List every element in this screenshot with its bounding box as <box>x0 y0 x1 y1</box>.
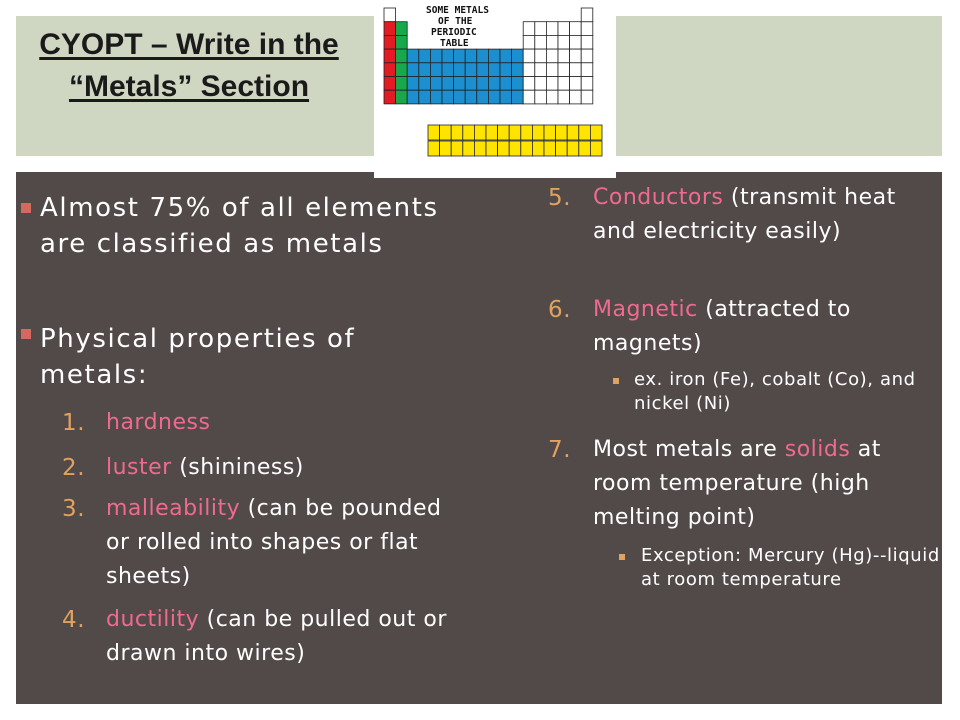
element-cell <box>477 77 489 91</box>
element-cell <box>430 49 442 63</box>
element-cell <box>428 125 440 140</box>
element-cell <box>474 125 486 140</box>
element-cell <box>396 90 408 104</box>
periodic-table-graphic <box>374 0 616 178</box>
element-cell <box>407 90 419 104</box>
element-cell <box>454 49 466 63</box>
element-cell <box>454 90 466 104</box>
element-cell <box>463 141 475 156</box>
element-cell <box>544 141 556 156</box>
bullet-square-icon <box>21 329 31 339</box>
element-cell <box>477 49 489 63</box>
image-caption-line-4: TABLE <box>440 38 469 49</box>
element-cell <box>523 77 535 91</box>
element-cell <box>546 22 558 36</box>
element-cell <box>567 141 579 156</box>
element-cell <box>558 35 570 49</box>
element-cell <box>523 90 535 104</box>
element-cell <box>523 49 535 63</box>
list-number: 2. <box>62 455 86 481</box>
element-cell <box>384 77 396 91</box>
sub-bullet-icon <box>613 378 619 384</box>
element-cell <box>532 141 544 156</box>
list-item-rest: (transmit heat and electricity easily) <box>593 185 896 244</box>
element-cell <box>558 22 570 36</box>
element-cell <box>442 49 454 63</box>
list-item-ductility <box>106 603 466 671</box>
element-cell <box>384 8 396 22</box>
element-cell <box>558 49 570 63</box>
element-cell <box>579 125 591 140</box>
element-cell <box>512 49 524 63</box>
element-cell <box>558 63 570 77</box>
element-cell <box>498 141 510 156</box>
element-cell <box>407 63 419 77</box>
sub-bullet-icon <box>619 554 625 560</box>
element-cell <box>419 49 431 63</box>
element-cell <box>512 90 524 104</box>
element-cell <box>430 90 442 104</box>
element-cell <box>486 125 498 140</box>
element-cell <box>567 125 579 140</box>
list-item-rest: (can be pulled out or drawn into wires) <box>106 607 447 666</box>
list-item-pre: Most metals are <box>593 437 785 462</box>
element-cell <box>440 141 452 156</box>
periodic-table-image <box>374 0 616 178</box>
element-cell <box>419 77 431 91</box>
metals-grid <box>384 8 602 156</box>
element-cell <box>590 141 602 156</box>
element-cell <box>581 63 593 77</box>
element-cell <box>463 125 475 140</box>
element-cell <box>474 141 486 156</box>
element-cell <box>570 77 582 91</box>
element-cell <box>509 125 521 140</box>
list-item-conductors <box>593 181 933 249</box>
element-cell <box>500 49 512 63</box>
element-cell <box>556 125 568 140</box>
element-cell <box>570 22 582 36</box>
element-cell <box>396 22 408 36</box>
element-cell <box>570 49 582 63</box>
element-cell <box>590 125 602 140</box>
element-cell <box>532 125 544 140</box>
mercury-exception: Exception: Mercury (Hg)--liquid at room temperature <box>641 545 940 590</box>
list-item-malleability <box>106 492 446 594</box>
term-malleability: malleability <box>106 496 241 521</box>
element-cell <box>500 63 512 77</box>
element-cell <box>521 125 533 140</box>
element-cell <box>430 77 442 91</box>
image-caption-line-1: SOME METALS <box>426 5 489 16</box>
element-cell <box>523 22 535 36</box>
element-cell <box>384 22 396 36</box>
element-cell <box>581 49 593 63</box>
bullet-square-icon <box>21 203 31 213</box>
term-hardness: hardness <box>106 410 211 435</box>
element-cell <box>581 22 593 36</box>
list-item-magnetic <box>593 293 938 361</box>
element-cell <box>477 63 489 77</box>
list-item-hardness <box>106 406 456 440</box>
element-cell <box>407 77 419 91</box>
element-cell <box>523 63 535 77</box>
element-cell <box>535 77 547 91</box>
list-item-rest: (can be pounded or rolled into shapes or flat sheets) <box>106 496 442 589</box>
element-cell <box>477 90 489 104</box>
list-number: 7. <box>548 437 572 463</box>
element-cell <box>558 90 570 104</box>
element-cell <box>442 77 454 91</box>
element-cell <box>512 77 524 91</box>
element-cell <box>384 63 396 77</box>
element-cell <box>544 125 556 140</box>
list-item-rest: (attracted to magnets) <box>593 297 851 356</box>
term-solids: solids <box>784 437 851 462</box>
element-cell <box>442 90 454 104</box>
element-cell <box>454 63 466 77</box>
element-cell <box>465 77 477 91</box>
element-cell <box>535 22 547 36</box>
element-cell <box>581 77 593 91</box>
element-cell <box>579 141 591 156</box>
element-cell <box>581 90 593 104</box>
element-cell <box>465 49 477 63</box>
list-number: 3. <box>62 496 86 522</box>
element-cell <box>488 90 500 104</box>
list-number: 6. <box>548 297 572 323</box>
element-cell <box>581 8 593 22</box>
element-cell <box>396 63 408 77</box>
bullet-physical-properties: Physical properties of metals: <box>40 324 356 390</box>
term-ductility: ductility <box>106 607 200 632</box>
list-item-rest: (shininess) <box>171 455 304 480</box>
bullet-metals-percent: Almost 75% of all elements are classified as metals <box>40 193 439 259</box>
element-cell <box>558 77 570 91</box>
element-cell <box>451 125 463 140</box>
element-cell <box>546 90 558 104</box>
term-luster: luster <box>106 455 172 480</box>
element-cell <box>581 35 593 49</box>
image-caption-line-2: OF THE <box>438 16 473 27</box>
element-cell <box>546 49 558 63</box>
element-cell <box>384 35 396 49</box>
element-cell <box>451 141 463 156</box>
element-cell <box>570 63 582 77</box>
element-cell <box>500 90 512 104</box>
element-cell <box>396 35 408 49</box>
element-cell <box>465 63 477 77</box>
element-cell <box>509 141 521 156</box>
element-cell <box>546 35 558 49</box>
element-cell <box>396 49 408 63</box>
element-cell <box>384 49 396 63</box>
element-cell <box>465 90 477 104</box>
list-item-rest: at room temperature (high melting point) <box>593 437 881 530</box>
slide-title: CYOPT – Write in the “Metals” Section <box>39 28 339 103</box>
term-magnetic: Magnetic <box>593 297 698 322</box>
element-cell <box>407 49 419 63</box>
list-number: 1. <box>62 410 86 436</box>
element-cell <box>384 90 396 104</box>
element-cell <box>488 63 500 77</box>
element-cell <box>535 49 547 63</box>
element-cell <box>488 49 500 63</box>
element-cell <box>546 63 558 77</box>
image-caption-line-3: PERIODIC <box>431 27 477 38</box>
element-cell <box>486 141 498 156</box>
element-cell <box>498 125 510 140</box>
element-cell <box>396 77 408 91</box>
element-cell <box>512 63 524 77</box>
list-item-luster <box>106 451 456 485</box>
element-cell <box>442 63 454 77</box>
element-cell <box>546 77 558 91</box>
element-cell <box>419 63 431 77</box>
element-cell <box>419 90 431 104</box>
element-cell <box>523 35 535 49</box>
element-cell <box>440 125 452 140</box>
element-cell <box>570 90 582 104</box>
term-conductors: Conductors <box>593 185 724 210</box>
element-cell <box>535 90 547 104</box>
element-cell <box>430 63 442 77</box>
element-cell <box>556 141 568 156</box>
list-item-solids <box>593 433 938 535</box>
magnetic-examples: ex. iron (Fe), cobalt (Co), and nickel (Ni) <box>634 369 916 414</box>
element-cell <box>428 141 440 156</box>
element-cell <box>488 77 500 91</box>
element-cell <box>570 35 582 49</box>
element-cell <box>454 77 466 91</box>
element-cell <box>535 35 547 49</box>
element-cell <box>500 77 512 91</box>
list-number: 5. <box>548 185 572 211</box>
element-cell <box>521 141 533 156</box>
content-panel <box>16 172 942 704</box>
element-cell <box>535 63 547 77</box>
list-number: 4. <box>62 607 86 633</box>
